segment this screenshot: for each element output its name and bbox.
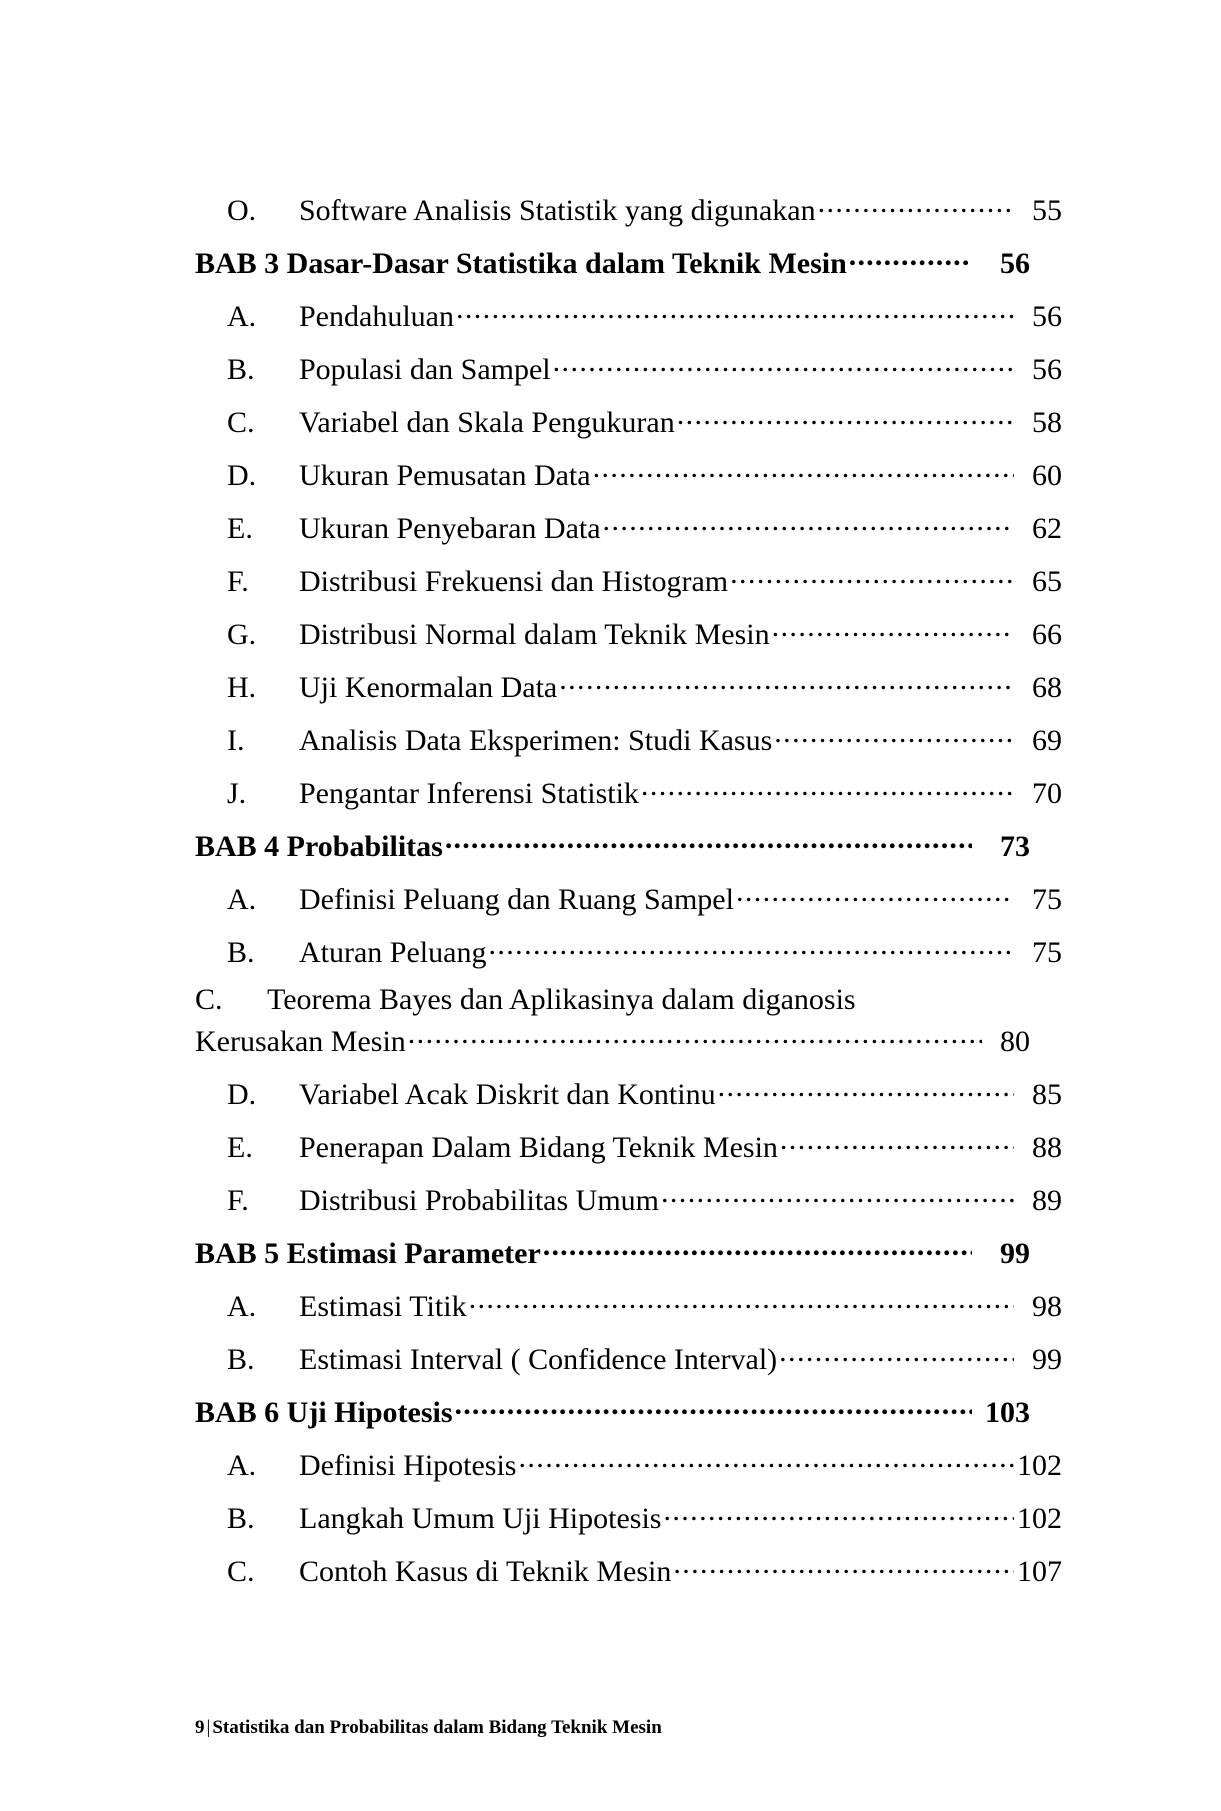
toc-entry[interactable]: [195, 667, 1062, 703]
toc-leader-dots: [488, 932, 1014, 962]
toc-entry[interactable]: [195, 455, 1062, 491]
toc-leader-dots: [730, 561, 1014, 591]
toc-entry[interactable]: [195, 190, 1062, 226]
toc-entry-title: Contoh Kasus di Teknik Mesin: [299, 1555, 672, 1588]
toc-entry-marker: B.: [227, 1502, 255, 1535]
toc-entry-page: 102: [1017, 1449, 1062, 1482]
toc-entry-page: 58: [1032, 406, 1062, 439]
toc-entry-marker: C.: [227, 1555, 255, 1588]
toc-entry[interactable]: [195, 349, 1062, 385]
toc-entry-page: 62: [1032, 512, 1062, 545]
footer-book-title: Statistika dan Probabilitas dalam Bidang Teknik Mesin: [212, 1717, 662, 1738]
toc-entry-title: Definisi Peluang dan Ruang Sampel: [299, 883, 734, 916]
toc-entry-page: 75: [1032, 883, 1062, 916]
toc-entry-page: 69: [1032, 724, 1062, 757]
toc-entry-title: Teorema Bayes dan Aplikasinya dalam diganosis: [267, 983, 856, 1016]
toc-entry-page: 65: [1032, 565, 1062, 598]
toc-entry-page: 75: [1032, 936, 1062, 969]
toc-entry-marker: F.: [227, 565, 249, 598]
toc-entry-page: 66: [1032, 618, 1062, 651]
toc-leader-dots: [849, 243, 972, 273]
toc-entry-page: 56: [1032, 353, 1062, 386]
toc-entry-title: BAB 6 Uji Hipotesis: [195, 1396, 453, 1429]
toc-entry-page: 73: [1000, 830, 1030, 863]
toc-entry[interactable]: [195, 985, 1030, 1057]
toc-entry-page: 103: [985, 1396, 1030, 1429]
toc-entry-title: Variabel dan Skala Pengukuran: [299, 406, 675, 439]
toc-entry-title: Langkah Umum Uji Hipotesis: [299, 1502, 662, 1535]
toc-leader-dots: [469, 1286, 1014, 1316]
toc-chapter-entry[interactable]: [195, 1392, 1030, 1428]
toc-leader-dots: [641, 773, 1014, 803]
toc-entry-marker: A.: [227, 1290, 257, 1323]
toc-entry-title: Distribusi Frekuensi dan Histogram: [299, 565, 729, 598]
toc-entry[interactable]: [195, 1286, 1062, 1322]
toc-entry[interactable]: [195, 773, 1062, 809]
toc-entry-title: BAB 4 Probabilitas: [195, 830, 443, 863]
toc-entry-marker: E.: [227, 512, 253, 545]
toc-entry-title: BAB 3 Dasar-Dasar Statistika dalam Teknik Mesin: [195, 247, 847, 280]
toc-entry-marker: O.: [227, 194, 257, 227]
toc-leader-dots: [445, 826, 972, 856]
toc-entry-page: 99: [1032, 1343, 1062, 1376]
toc-entry-page: 99: [1000, 1237, 1030, 1270]
toc-leader-dots: [779, 1339, 1014, 1369]
toc-entry-title: Distribusi Probabilitas Umum: [299, 1184, 659, 1217]
toc-entry-title: BAB 5 Estimasi Parameter: [195, 1237, 541, 1270]
toc-entry[interactable]: [195, 561, 1062, 597]
toc-entry-page: 107: [1017, 1555, 1062, 1588]
toc-entry-title: Aturan Peluang: [299, 936, 487, 969]
toc-entry-title: Software Analisis Statistik yang digunakan: [299, 194, 816, 227]
toc-entry-marker: C.: [195, 983, 223, 1016]
toc-entry-page: 56: [1000, 247, 1030, 280]
toc-entry[interactable]: [195, 1127, 1062, 1163]
toc-entry-title: Variabel Acak Diskrit dan Kontinu: [299, 1078, 716, 1111]
toc-entry-page: 55: [1032, 194, 1062, 227]
footer-page-number: 9: [195, 1717, 205, 1738]
toc-entry-page: 60: [1032, 459, 1062, 492]
toc-entry[interactable]: [195, 1180, 1062, 1216]
toc-entry-marker: D.: [227, 1078, 257, 1111]
toc-entry[interactable]: [195, 296, 1062, 332]
toc-entry-title-continued: Kerusakan Mesin: [195, 1025, 406, 1058]
toc-leader-dots: [519, 1445, 1015, 1475]
toc-entry[interactable]: [195, 402, 1062, 438]
toc-entry-title: Estimasi Titik: [299, 1290, 467, 1323]
toc-chapter-entry[interactable]: [195, 1233, 1030, 1269]
toc-leader-dots: [661, 1180, 1014, 1210]
toc-entry[interactable]: [195, 614, 1062, 650]
table-of-contents: [195, 190, 1062, 1588]
toc-entry-marker: B.: [227, 353, 255, 386]
toc-entry[interactable]: [195, 1339, 1062, 1375]
toc-entry-title: Pendahuluan: [299, 300, 454, 333]
toc-entry-marker: H.: [227, 671, 257, 704]
toc-entry-marker: E.: [227, 1131, 253, 1164]
toc-entry-marker: B.: [227, 936, 255, 969]
toc-leader-dots: [455, 1392, 972, 1422]
toc-entry-page: 88: [1032, 1131, 1062, 1164]
toc-entry-marker: G.: [227, 618, 257, 651]
toc-entry-marker: A.: [227, 300, 257, 333]
footer-separator: |: [206, 1717, 211, 1738]
toc-entry-page: 89: [1032, 1184, 1062, 1217]
toc-entry-page: 68: [1032, 671, 1062, 704]
toc-entry[interactable]: [195, 1074, 1062, 1110]
toc-entry-marker: I.: [227, 724, 245, 757]
toc-entry-title: Distribusi Normal dalam Teknik Mesin: [299, 618, 770, 651]
toc-entry-page: 85: [1032, 1078, 1062, 1111]
toc-entry-title: Pengantar Inferensi Statistik: [299, 777, 639, 810]
toc-entry-marker: C.: [227, 406, 255, 439]
toc-leader-dots: [593, 455, 1014, 485]
toc-leader-dots: [553, 349, 1014, 379]
page-footer: [195, 1717, 662, 1739]
toc-entry-title: Analisis Data Eksperimen: Studi Kasus: [299, 724, 773, 757]
toc-entry-marker: D.: [227, 459, 257, 492]
toc-entry-page: 98: [1032, 1290, 1062, 1323]
toc-entry-title: Ukuran Penyebaran Data: [299, 512, 601, 545]
toc-leader-dots: [673, 1551, 1014, 1581]
toc-entry[interactable]: [195, 508, 1062, 544]
toc-entry-marker: F.: [227, 1184, 249, 1217]
toc-leader-dots: [818, 190, 1014, 220]
toc-entry-title: Uji Kenormalan Data: [299, 671, 558, 704]
toc-leader-dots: [774, 720, 1014, 750]
toc-entry-page: 70: [1032, 777, 1062, 810]
toc-leader-dots: [772, 614, 1014, 644]
toc-entry-marker: A.: [227, 1449, 257, 1482]
toc-leader-dots: [663, 1498, 1014, 1528]
toc-entry[interactable]: [195, 932, 1062, 968]
toc-entry-title: Definisi Hipotesis: [299, 1449, 517, 1482]
toc-entry-marker: J.: [227, 777, 247, 810]
toc-leader-dots: [736, 879, 1014, 909]
toc-leader-dots: [677, 402, 1014, 432]
toc-leader-dots: [780, 1127, 1014, 1157]
toc-leader-dots: [408, 1021, 982, 1051]
toc-leader-dots: [603, 508, 1014, 538]
toc-entry-title: Populasi dan Sampel: [299, 353, 551, 386]
toc-entry[interactable]: [195, 879, 1062, 915]
toc-entry-page: 56: [1032, 300, 1062, 333]
toc-entry-page: 102: [1017, 1502, 1062, 1535]
toc-leader-dots: [456, 296, 1014, 326]
toc-entry-marker: A.: [227, 883, 257, 916]
toc-entry[interactable]: [195, 1445, 1062, 1481]
toc-chapter-entry[interactable]: [195, 243, 1030, 279]
toc-entry[interactable]: [195, 720, 1062, 756]
toc-leader-dots: [559, 667, 1014, 697]
toc-entry-page: 80: [1000, 1025, 1030, 1058]
toc-chapter-entry[interactable]: [195, 826, 1030, 862]
toc-entry[interactable]: [195, 1551, 1062, 1587]
toc-entry-title: Estimasi Interval ( Confidence Interval): [299, 1343, 778, 1376]
toc-leader-dots: [543, 1233, 972, 1263]
toc-entry-marker: B.: [227, 1343, 255, 1376]
toc-entry-title: Penerapan Dalam Bidang Teknik Mesin: [299, 1131, 778, 1164]
toc-entry[interactable]: [195, 1498, 1062, 1534]
toc-leader-dots: [718, 1074, 1014, 1104]
toc-entry-title: Ukuran Pemusatan Data: [299, 459, 591, 492]
